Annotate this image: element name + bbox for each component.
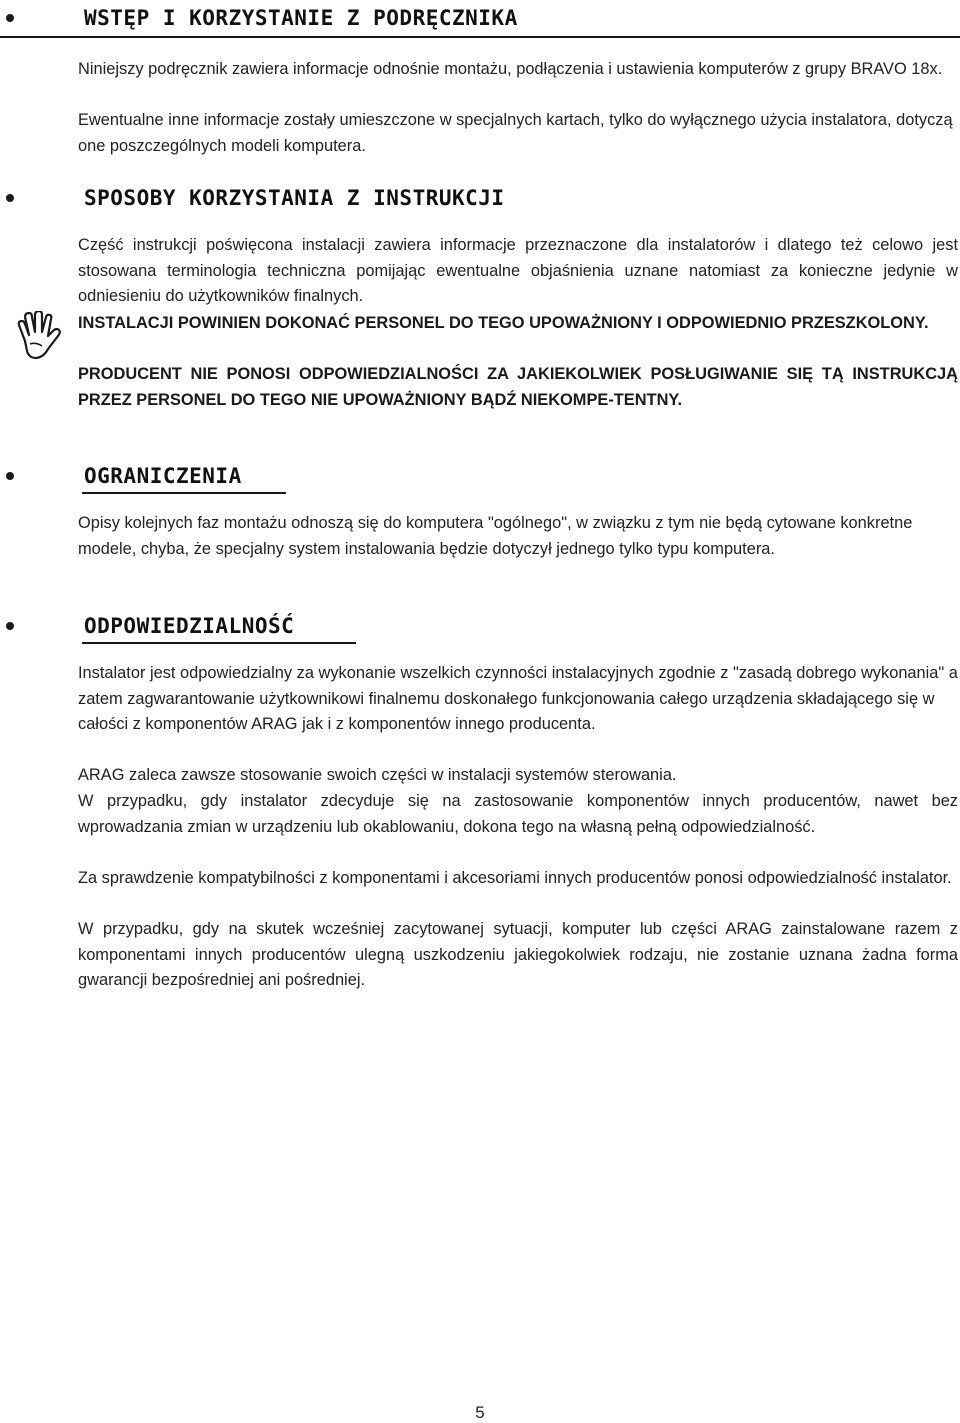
bullet-icon (6, 194, 14, 202)
section-header-limits (0, 458, 960, 498)
section-title: OGRANICZENIA (84, 464, 242, 488)
usage-warning-1: INSTALACJI POWINIEN DOKONAĆ PERSONEL DO TEGO UPOWAŻNIONY I ODPOWIEDNIO PRZESZKOLONY. (78, 314, 929, 332)
usage-warning-2: PRODUCENT NIE PONOSI ODPOWIEDZIALNOŚCI ZA JAKIEKOLWIEK POSŁUGIWANIE SIĘ TĄ INSTRUKCJĄ PRZEZ PERSONEL DO TEGO NIE UPOWAŻNIONY BĄDŹ NIEKOMPE-TENTNY. (78, 365, 958, 409)
liability-paragraph-4: Za sprawdzenie kompatybilności z komponentami i akcesoriami innych producentów ponosi odpowiedzialność instalator. (78, 869, 952, 887)
usage-paragraph-1: Część instrukcji poświęcona instalacji zawiera informacje przeznaczone dla instalatorów i dlatego też celowo jest stosowana terminologia techniczna pomijając ewentualne objaśnienia uznane natomiast za konieczne jedynie w odniesieniu do użytkowników finalnych. (78, 236, 958, 305)
limits-paragraph-1: Opisy kolejnych faz montażu odnoszą się do komputera "ogólnego", w związku z tym nie będą cytowane konkretne modele, chyba, że specjalny system instalowania będzie dotyczył jednego tylko typu komputera. (78, 514, 913, 558)
liability-paragraph-5: W przypadku, gdy na skutek wcześniej zacytowanej sytuacji, komputer lub części ARAG zainstalowane razem z komponentami innych producentów ulegną uszkodzeniu jakiegokolwiek rodzaju, nie zostanie uznana żadna forma gwarancji bezpośredniej ani pośredniej. (78, 920, 958, 989)
intro-paragraph-1: Niniejszy podręcznik zawiera informacje odnośnie montażu, podłączenia i ustawienia komputerów z grupy BRAVO 18x. (78, 60, 943, 78)
section-header-usage (0, 180, 960, 220)
bullet-icon (6, 622, 14, 630)
section-title: ODPOWIEDZIALNOŚĆ (84, 614, 295, 638)
title-underline (82, 642, 356, 644)
section-title: WSTĘP I KORZYSTANIE Z PODRĘCZNIKA (84, 6, 518, 30)
liability-paragraph-2: ARAG zaleca zawsze stosowanie swoich części w instalacji systemów sterowania. (78, 766, 677, 784)
title-underline (82, 492, 286, 494)
bullet-icon (6, 472, 14, 480)
section-title: SPOSOBY KORZYSTANIA Z INSTRUKCJI (84, 186, 505, 210)
section-header-liability (0, 608, 960, 648)
section-header-intro (0, 2, 960, 38)
intro-paragraph-2: Ewentualne inne informacje zostały umieszczone w specjalnych kartach, tylko do wyłącznego użycia instalatora, dotyczą one poszczególnych modeli komputera. (78, 111, 953, 155)
liability-paragraph-1: Instalator jest odpowiedzialny za wykonanie wszelkich czynności instalacyjnych zgodnie z "zasadą dobrego wykonania" a zatem zagwarantowanie użytkownikowi finalnemu doskonałego funkcjonowania całego urządzenia składającego się w całości z komponentów ARAG jak i z komponentów innego producenta. (78, 664, 958, 733)
page-number: 5 (475, 1403, 485, 1422)
liability-paragraph-3: W przypadku, gdy instalator zdecyduje się na zastosowanie komponentów innych producentów, nawet bez wprowadzania zmian w urządzeniu lub okablowaniu, dokona tego na własną pełną odpowiedzialność. (78, 792, 958, 836)
bullet-icon (6, 14, 14, 22)
hand-warning-icon (16, 311, 62, 361)
